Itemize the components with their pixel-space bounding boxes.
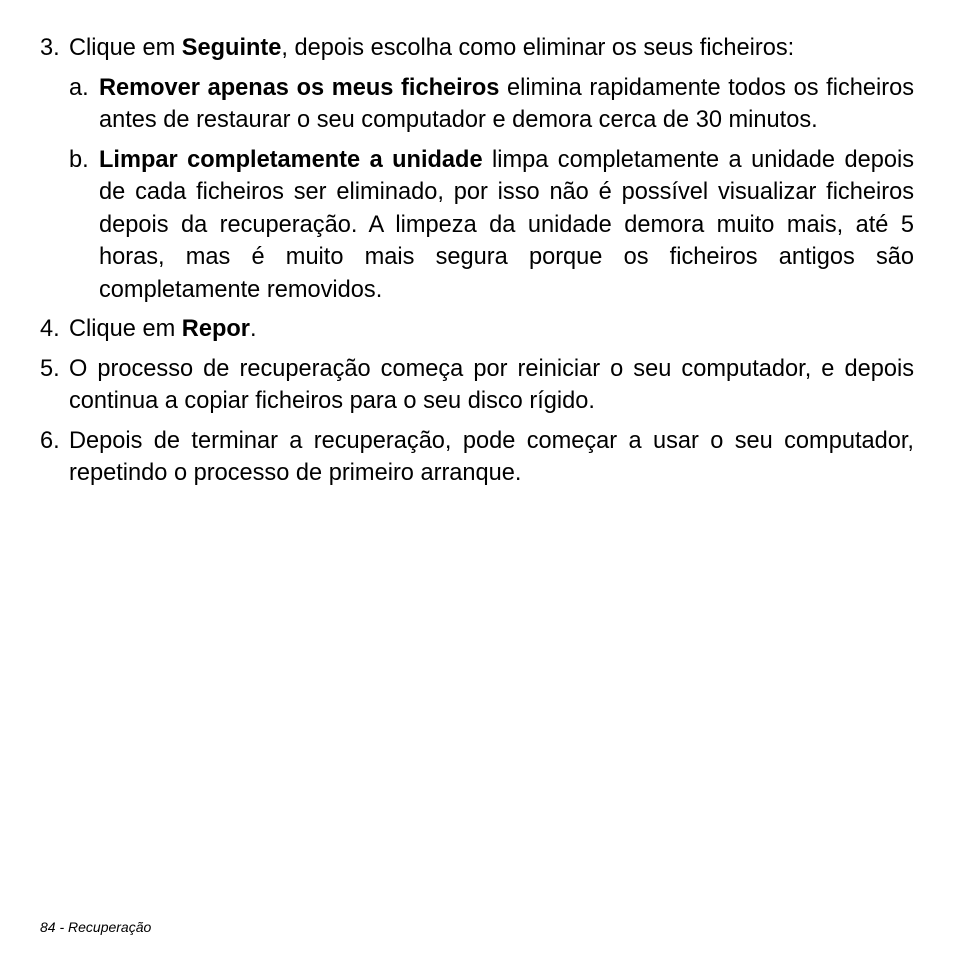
step-6: [40, 425, 914, 490]
substep-b: [69, 144, 914, 307]
step-text: Depois de terminar a recuperação, pode começar a usar o seu computador, repetindo o processo de primeiro arranque.: [69, 427, 914, 486]
step-5: [40, 353, 914, 418]
substep-letter: a.: [69, 74, 89, 101]
step-number: 3.: [40, 35, 60, 61]
document-body: [40, 32, 914, 490]
step-text-suffix: , depois escolha como eliminar os seus ficheiros:: [281, 35, 795, 61]
step-bold-term: Repor: [181, 316, 250, 342]
substep-bold-term: Limpar completamente a unidade: [99, 146, 483, 173]
step-text-suffix: .: [249, 316, 257, 342]
substep-bold-term: Remover apenas os meus ficheiros: [99, 74, 500, 101]
substep-a: [69, 72, 914, 137]
substep-list: [69, 72, 914, 307]
step-text-prefix: Clique em: [69, 316, 182, 342]
step-number: 5.: [40, 355, 60, 382]
substep-letter: b.: [69, 146, 89, 173]
substep-text: elimina rapidamente todos os ficheiros antes de restaurar o seu computador e demora cerca de 30 minutos.: [99, 74, 914, 133]
step-bold-term: Seguinte: [181, 35, 282, 61]
step-number: 6.: [40, 427, 60, 454]
substep-text: limpa completamente a unidade depois de cada ficheiros ser eliminado, por isso não é possível visualizar ficheiros depois da recuperação. A limpeza da unidade demora muito mais, até 5 horas, mas é muito mais segura porque os ficheiros antigos são completamente removidos.: [99, 146, 914, 303]
step-4: [40, 313, 914, 346]
page-footer: [40, 918, 151, 936]
step-text-prefix: Clique em: [69, 35, 182, 61]
step-number: 4.: [40, 316, 60, 342]
page-number-label: 84 - Recuperação: [40, 919, 152, 935]
step-3: [40, 32, 914, 306]
step-text: O processo de recuperação começa por reiniciar o seu computador, e depois continua a copiar ficheiros para o seu disco rígido.: [69, 355, 914, 414]
